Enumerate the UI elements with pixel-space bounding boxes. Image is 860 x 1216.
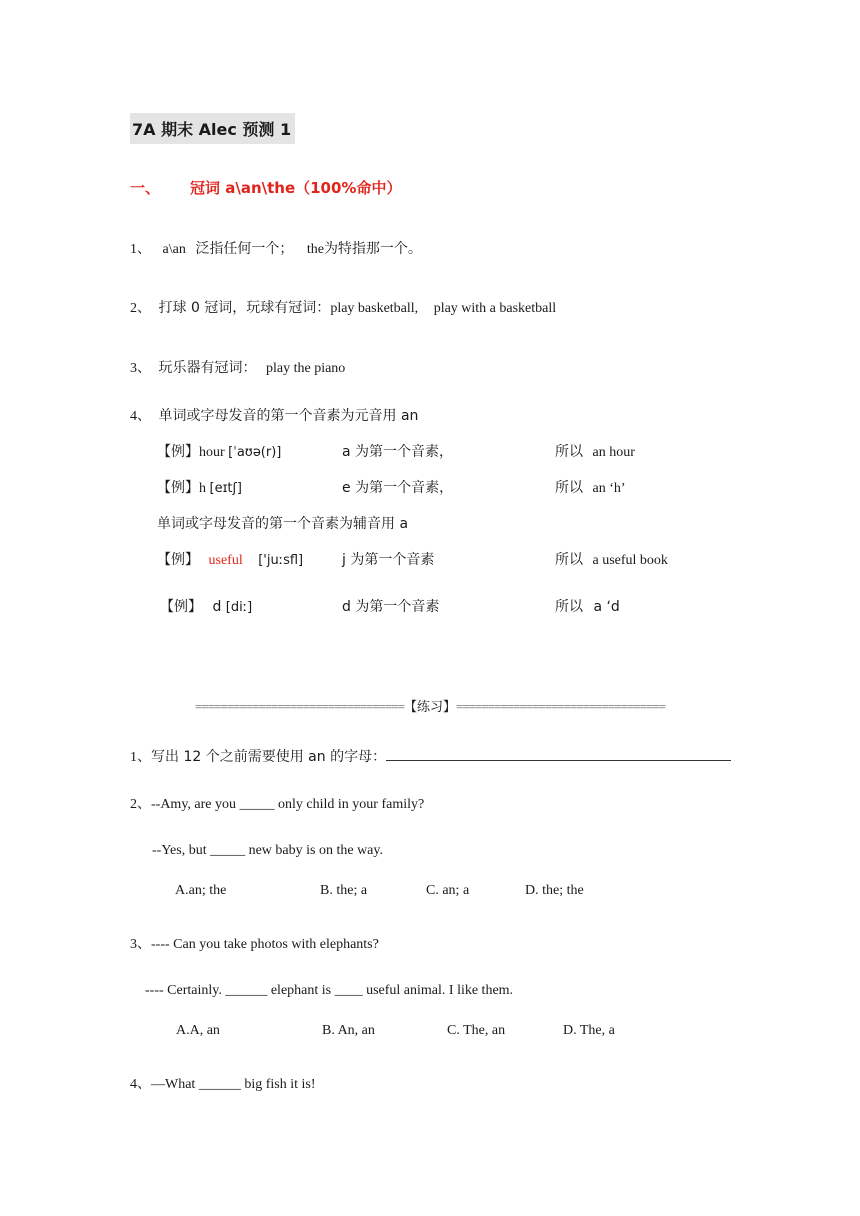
rule-text: play with a basketball [433, 301, 557, 316]
example-tag: 【例】 [157, 444, 199, 460]
example-note: a 为第一个音素， [342, 444, 454, 460]
question-text: 写出 12 个之前需要使用 an 的字母： [151, 749, 387, 765]
result-label: 所以 [555, 444, 583, 460]
option-d[interactable]: D. The, a [563, 1023, 615, 1038]
option-a[interactable]: A.an; the [175, 883, 227, 898]
result-label: 所以 [555, 599, 583, 615]
consonant-rule [157, 513, 408, 533]
example-row [160, 596, 252, 616]
question-text: ---- Can you take photos with elephants? [151, 937, 379, 952]
option-a[interactable]: A.A, an [176, 1023, 220, 1038]
result-label: 所以 [555, 552, 583, 568]
divider-line: ================================= [195, 699, 404, 714]
example-result [555, 596, 620, 616]
question-number: 2、 [130, 797, 151, 812]
rule-text: a\an [162, 242, 186, 257]
example-word: h [199, 481, 206, 496]
question-text: ---- Certainly. ______ elephant is ____ useful animal. I like them. [145, 983, 514, 998]
rule-text: 泛指任何一个； [195, 241, 294, 257]
question-number: 4、 [130, 1077, 151, 1092]
example-result [555, 549, 668, 569]
option-c[interactable]: C. an; a [426, 883, 470, 898]
rule-text: play basketball, [330, 301, 419, 316]
rule-4 [130, 405, 418, 425]
document-title: 7A 期末 Alec 预测 1 [130, 113, 295, 144]
question-number: 1、 [130, 750, 151, 765]
rule-text: the [306, 242, 324, 257]
example-phonetic: [diː] [225, 600, 253, 615]
question-1 [130, 746, 731, 766]
example-result [555, 477, 626, 497]
example-word: useful [208, 553, 243, 568]
answer-blank[interactable] [386, 746, 731, 761]
example-result [555, 441, 635, 461]
example-tag: 【例】 [160, 599, 202, 615]
example-phonetic: [ˈaʊə(r)] [228, 445, 282, 460]
option-b[interactable]: B. An, an [322, 1023, 375, 1038]
question-text: --Yes, but _____ new baby is on the way. [152, 843, 383, 858]
question-2 [130, 793, 424, 813]
result-text: an ‘h’ [592, 481, 626, 496]
question-3 [130, 933, 379, 953]
rule-number: 4、 [130, 409, 151, 424]
example-row [157, 441, 281, 461]
result-label: 所以 [555, 480, 583, 496]
rule-number: 2、 [130, 301, 151, 316]
rule-text: 打球 0 冠词，玩球有冠词： [158, 300, 331, 316]
question-number: 3、 [130, 937, 151, 952]
option-b[interactable]: B. the; a [320, 883, 368, 898]
section-number: 一、 [130, 179, 161, 197]
example-row [157, 477, 242, 497]
example-row [157, 549, 303, 569]
question-text: —What ______ big fish it is! [151, 1077, 316, 1092]
example-phonetic: [eɪtʃ] [209, 481, 242, 496]
example-note: d 为第一个音素 [342, 599, 440, 615]
rule-3 [130, 357, 345, 377]
practice-divider [130, 696, 730, 715]
result-text: an hour [592, 445, 635, 460]
rule-text: play the piano [266, 361, 346, 376]
option-d[interactable]: D. the; the [525, 883, 584, 898]
section-heading: 冠词 a\an\the（100%命中） [190, 179, 402, 197]
example-word: d [212, 599, 222, 615]
rule-number: 1、 [130, 242, 151, 257]
result-text: a useful book [592, 553, 668, 568]
example-note: j 为第一个音素 [342, 552, 435, 568]
example-tag: 【例】 [157, 552, 199, 568]
example-word: hour [199, 445, 225, 460]
rule-text: 单词或字母发音的第一个音素为元音用 an [158, 408, 419, 424]
example-note: e 为第一个音素， [342, 480, 454, 496]
example-tag: 【例】 [157, 480, 199, 496]
rule-text: 单词或字母发音的第一个音素为辅音用 a [157, 516, 409, 532]
rule-number: 3、 [130, 361, 151, 376]
rule-1 [130, 238, 422, 258]
practice-label: 【练习】 [403, 700, 456, 715]
question-text: --Amy, are you _____ only child in your family? [151, 797, 425, 812]
result-text: a ‘d [593, 599, 620, 615]
divider-line: ================================= [456, 699, 665, 714]
rule-text: 为特指那一个。 [323, 241, 422, 257]
rule-text: 玩乐器有冠词： [158, 360, 257, 376]
example-phonetic: ['juːsfl] [258, 553, 304, 568]
option-c[interactable]: C. The, an [447, 1023, 506, 1038]
question-4 [130, 1073, 316, 1093]
rule-2 [130, 297, 556, 317]
